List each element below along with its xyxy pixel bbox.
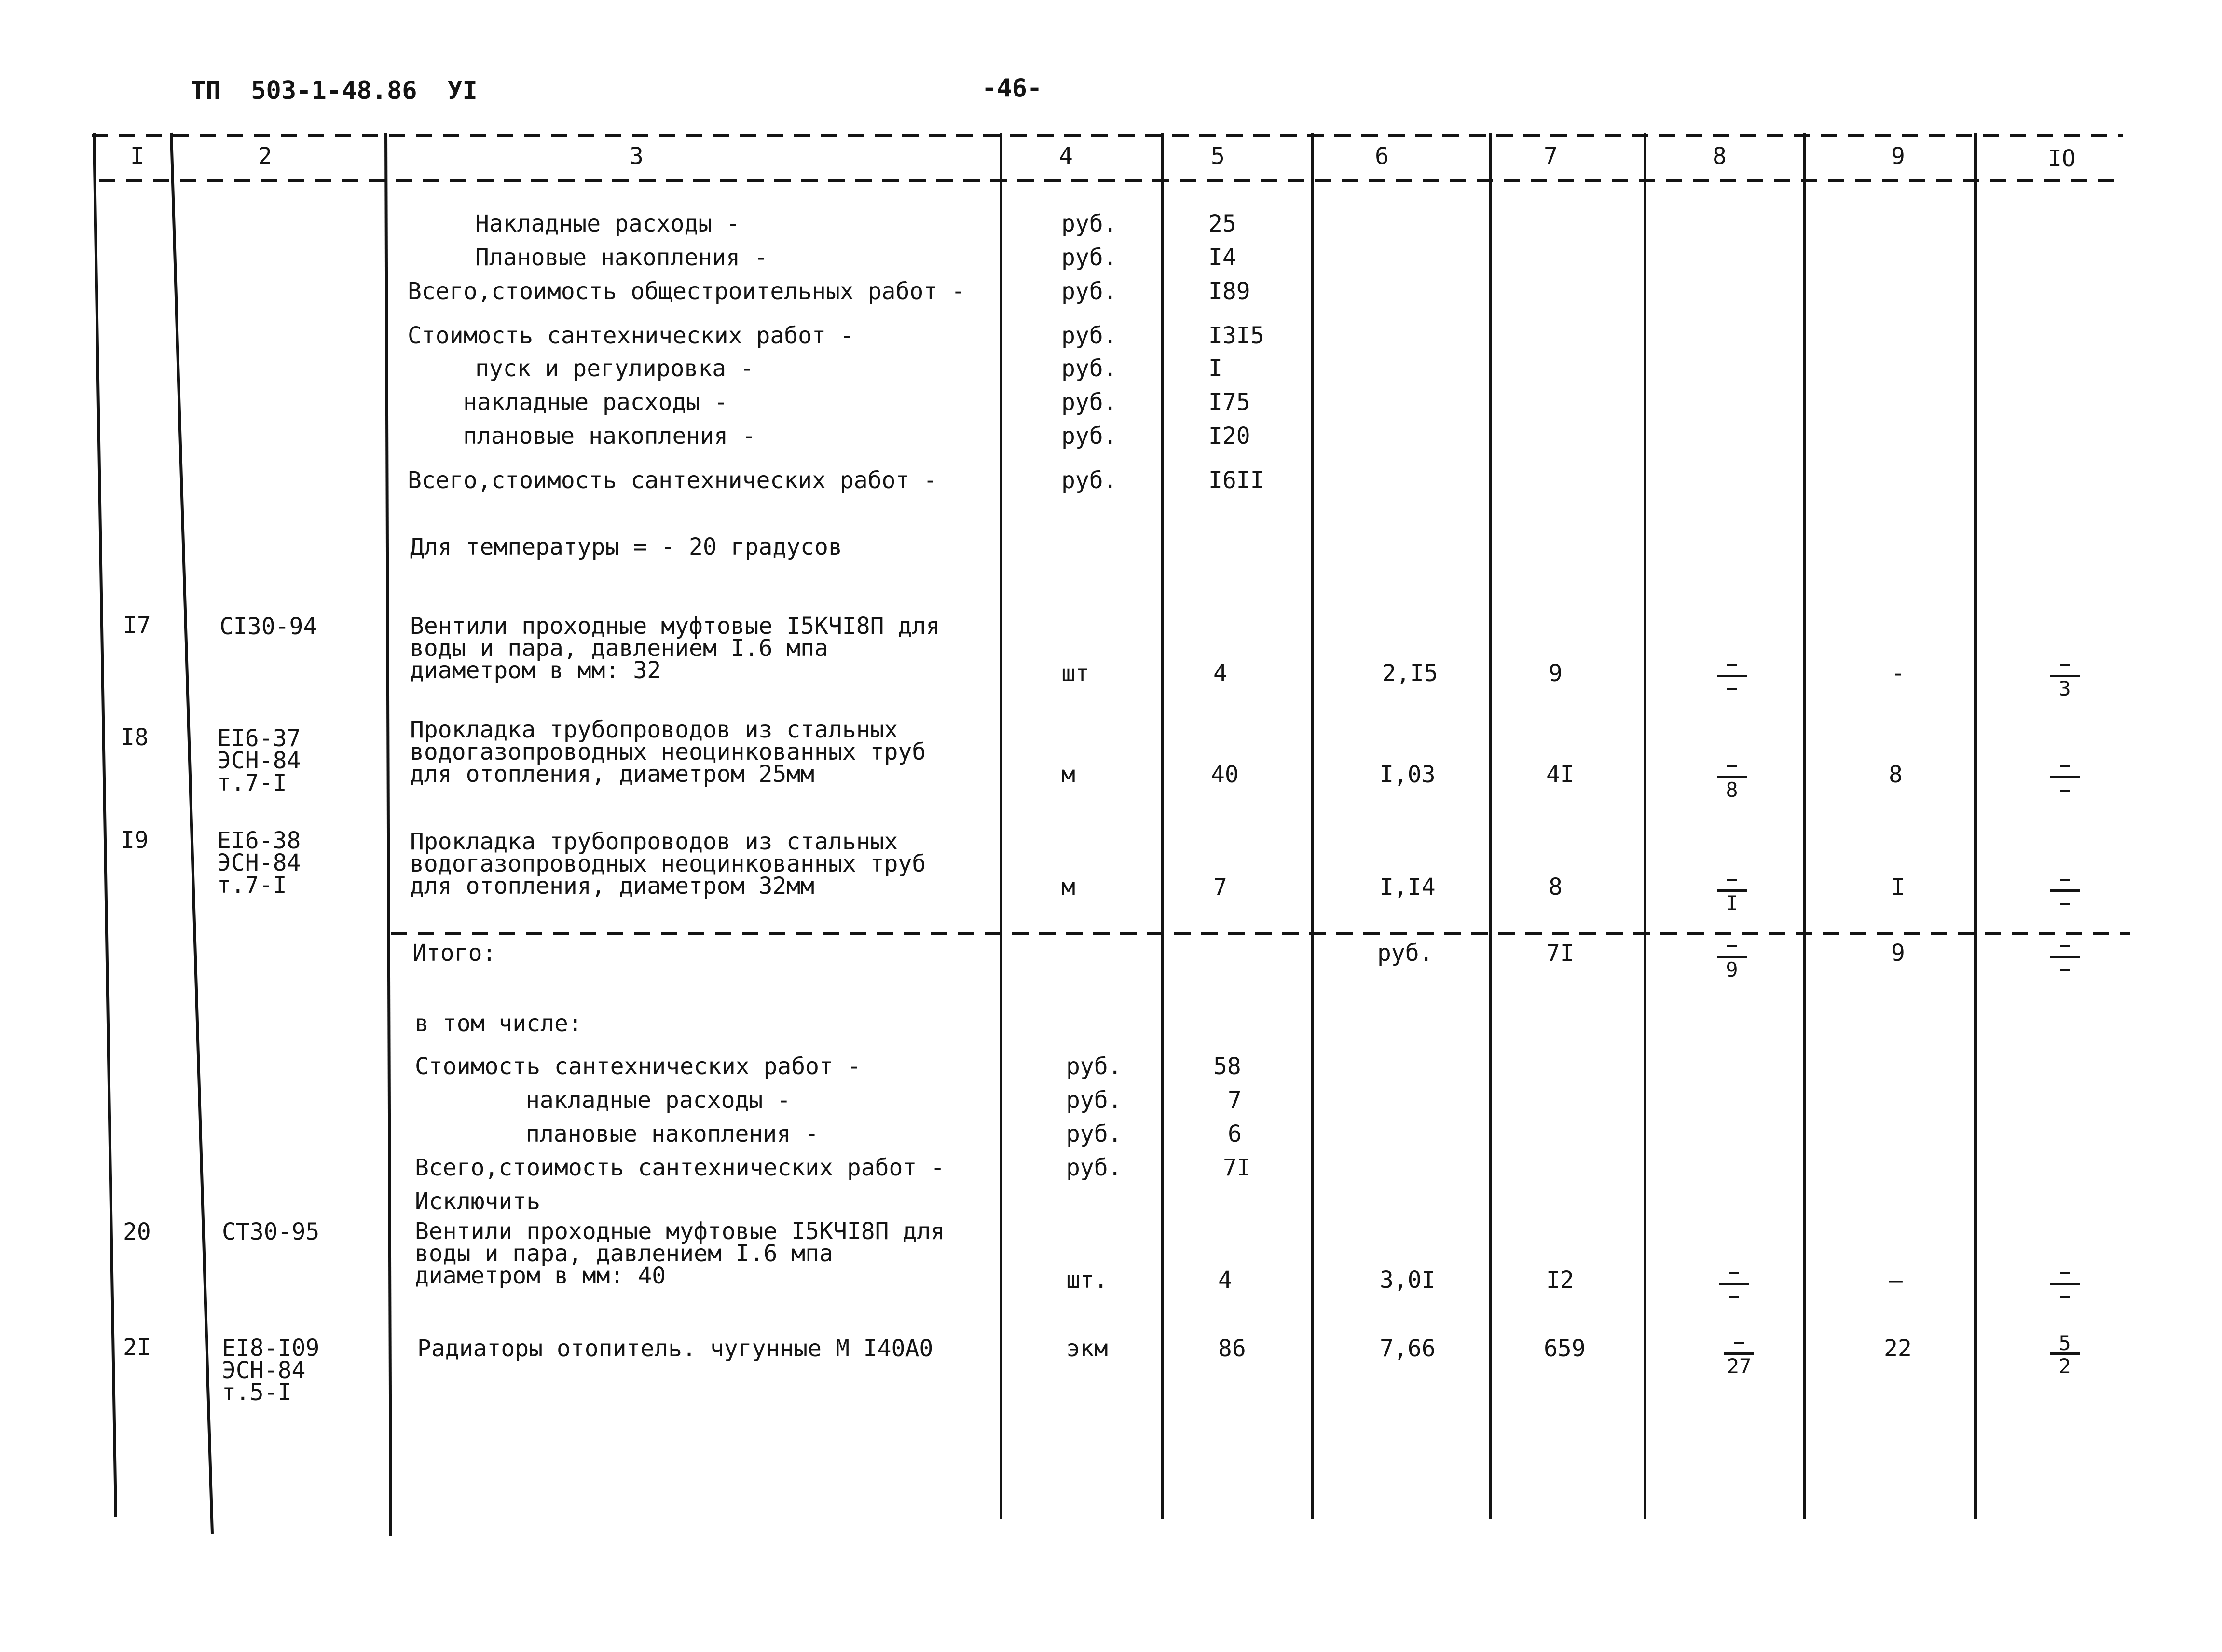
itogo-line-text: Стоимость сантехнических работ - <box>415 1053 861 1080</box>
row-description-line: водогазопроводных неоцинкованных труб <box>410 738 926 765</box>
row-description-line: Вентили проходные муфтовые I5КЧI8П для <box>415 1218 945 1245</box>
dash-mark <box>2060 664 2070 666</box>
dash-mark <box>1727 765 1737 767</box>
summary-unit: руб. <box>1061 210 1117 237</box>
summary-text: пуск и регулировка - <box>475 355 754 382</box>
row-code-line: ЕI6-37 <box>217 725 301 752</box>
summary-text: Стоимость сантехнических работ - <box>408 322 854 349</box>
column-line-3 <box>386 133 391 1536</box>
col8-denominator: 27 <box>1727 1354 1752 1378</box>
column-header-3: 3 <box>630 143 644 170</box>
summary-unit: руб. <box>1061 467 1117 494</box>
column-header-7: 7 <box>1544 143 1558 170</box>
col8-fraction <box>1715 868 1749 915</box>
row-code-line: ЕI8-I09 <box>222 1335 320 1362</box>
summary-value: I75 <box>1208 389 1250 416</box>
row-total: 8 <box>1549 874 1563 901</box>
row-code-line: СТ30-95 <box>222 1218 320 1245</box>
summary-text: Всего,стоимость общестроительных работ - <box>408 278 965 305</box>
row-col9: 22 <box>1884 1335 1912 1362</box>
row-description-line: воды и пара, давлением I.6 мпа <box>410 635 828 662</box>
summary-value: I3I5 <box>1208 322 1264 349</box>
row-total: 9 <box>1549 660 1563 687</box>
dash-mark <box>1727 664 1737 666</box>
itogo-line-unit: руб. <box>1066 1120 1122 1147</box>
summary-value: 25 <box>1208 210 1236 237</box>
col10-fraction <box>2048 1261 2082 1305</box>
itogo-line-value: 6 <box>1228 1120 1242 1147</box>
col8-denominator: 9 <box>1726 958 1738 982</box>
row-unit: экм <box>1066 1335 1108 1362</box>
summary-value: I89 <box>1208 278 1250 305</box>
row-code-line: ЭСН-84 <box>217 849 301 876</box>
column-line-1 <box>94 133 116 1517</box>
dash-mark <box>2060 969 2070 971</box>
col8-fraction <box>1715 755 1749 802</box>
itogo-line-value: 58 <box>1213 1053 1241 1080</box>
exclude-label: Исключить <box>415 1188 541 1215</box>
summary-value: I20 <box>1208 423 1250 450</box>
col10-fraction <box>2048 654 2082 700</box>
row-total: I2 <box>1546 1267 1574 1294</box>
itogo-line-value: 7 <box>1228 1087 1242 1114</box>
dash-mark <box>2060 1296 2070 1298</box>
row-description-line: для отопления, диаметром 25мм <box>410 761 815 788</box>
column-header-5: 5 <box>1211 143 1225 170</box>
row-code-line: т.5-I <box>222 1379 292 1406</box>
row-col9: 8 <box>1889 761 1903 788</box>
row-number: I8 <box>121 724 149 751</box>
row-number: 2I <box>123 1334 151 1361</box>
column-header-10: IO <box>2048 145 2076 172</box>
row-number: 20 <box>123 1218 151 1245</box>
itogo-line-unit: руб. <box>1066 1087 1122 1114</box>
row-quantity: 7 <box>1213 874 1227 901</box>
row-number: I7 <box>123 612 151 639</box>
row-description-line: водогазопроводных неоцинкованных труб <box>410 850 926 877</box>
dash-mark <box>2060 1272 2070 1274</box>
column-header-8: 8 <box>1713 143 1727 170</box>
row-quantity: 86 <box>1218 1335 1246 1362</box>
dash-mark <box>1729 1296 1739 1298</box>
row-unit: м <box>1061 761 1075 788</box>
summary-unit: руб. <box>1061 244 1117 271</box>
summary-text: накладные расходы - <box>463 389 728 416</box>
row-description-line: Радиаторы отопитель. чугунные М I40А0 <box>417 1335 933 1362</box>
column-header-4: 4 <box>1059 143 1073 170</box>
row-total: 659 <box>1544 1335 1586 1362</box>
page-number: -46- <box>982 74 1042 103</box>
row-description-line: для отопления, диаметром 32мм <box>410 873 815 900</box>
itogo-line-value: 7I <box>1223 1154 1251 1181</box>
itogo-line-text: накладные расходы - <box>526 1087 791 1114</box>
temperature-note: Для температуры = - 20 градусов <box>410 533 842 560</box>
row-description-line: Прокладка трубопроводов из стальных <box>410 716 898 743</box>
itogo-line-text: Всего,стоимость сантехнических работ - <box>415 1154 945 1181</box>
column-header-1: I <box>130 143 144 170</box>
col10-numerator: 5 <box>2058 1331 2071 1355</box>
col8-fraction <box>1722 1331 1756 1378</box>
summary-unit: руб. <box>1061 355 1117 382</box>
col8-fraction <box>1715 654 1749 697</box>
column-line-2 <box>171 133 212 1534</box>
col10-denominator: 3 <box>2058 677 2071 700</box>
dash-mark <box>1734 1342 1744 1344</box>
itogo-total: 7I <box>1546 940 1574 967</box>
itogo-label: Итого: <box>412 940 496 967</box>
column-header-6: 6 <box>1375 143 1389 170</box>
dash-mark <box>1727 879 1737 881</box>
col8-fraction <box>1717 1261 1751 1305</box>
row-quantity: 4 <box>1218 1267 1232 1294</box>
row-description-line: диаметром в мм: 32 <box>410 657 661 684</box>
col10-fraction <box>2048 935 2082 978</box>
row-unit: шт <box>1061 660 1089 687</box>
itogo-unit: руб. <box>1377 940 1433 967</box>
row-description-line: диаметром в мм: 40 <box>415 1262 666 1289</box>
row-description-line: Прокладка трубопроводов из стальных <box>410 828 898 855</box>
column-header-9: 9 <box>1891 143 1905 170</box>
row-code-line: ЭСН-84 <box>222 1357 306 1384</box>
summary-unit: руб. <box>1061 322 1117 349</box>
row-quantity: 4 <box>1213 660 1227 687</box>
col8-fraction <box>1715 935 1749 982</box>
summary-value: I4 <box>1208 244 1236 271</box>
dash-mark <box>2060 879 2070 881</box>
column-header-2: 2 <box>258 143 272 170</box>
row-col9: — <box>1889 1267 1903 1294</box>
dash-mark <box>2060 945 2070 947</box>
row-col9: I <box>1891 874 1905 901</box>
itogo-line-unit: руб. <box>1066 1154 1122 1181</box>
row-number: I9 <box>121 827 149 854</box>
summary-unit: руб. <box>1061 278 1117 305</box>
row-description-line: Вентили проходные муфтовые I5КЧI8П для <box>410 613 940 640</box>
summary-value: I6II <box>1208 467 1264 494</box>
col10-fraction <box>2048 868 2082 912</box>
summary-value: I <box>1208 355 1222 382</box>
row-unit: шт. <box>1066 1267 1108 1294</box>
summary-unit: руб. <box>1061 389 1117 416</box>
dash-mark <box>2060 903 2070 905</box>
col10-fraction <box>2048 1331 2082 1378</box>
col10-denominator: 2 <box>2058 1354 2071 1378</box>
row-code-line: ЕI6-38 <box>217 827 301 854</box>
col8-denominator: 8 <box>1726 778 1738 802</box>
document-code: ТП 503-1-48.86 УI <box>191 76 478 105</box>
dash-mark <box>1729 1272 1739 1274</box>
col10-fraction <box>2048 755 2082 798</box>
including-label: в том числе: <box>415 1010 582 1037</box>
dash-mark <box>1727 688 1737 690</box>
itogo-line-text: плановые накопления - <box>526 1120 819 1147</box>
row-code-line: т.7-I <box>217 872 287 899</box>
row-price: I,03 <box>1380 761 1436 788</box>
row-code-line: СI30-94 <box>219 613 317 640</box>
row-price: I,I4 <box>1380 874 1436 901</box>
dash-mark <box>2060 765 2070 767</box>
col8-denominator: I <box>1726 891 1738 915</box>
row-price: 2,I5 <box>1382 660 1438 687</box>
row-price: 3,0I <box>1380 1267 1436 1294</box>
row-col9: - <box>1891 660 1905 687</box>
dash-mark <box>2060 790 2070 792</box>
summary-text: Всего,стоимость сантехнических работ - <box>408 467 938 494</box>
row-price: 7,66 <box>1380 1335 1436 1362</box>
summary-text: Накладные расходы - <box>475 210 741 237</box>
dash-mark <box>1727 945 1737 947</box>
row-code-line: т.7-I <box>217 769 287 796</box>
row-description-line: воды и пара, давлением I.6 мпа <box>415 1240 833 1267</box>
summary-text: Плановые накопления - <box>475 244 768 271</box>
row-unit: м <box>1061 874 1075 901</box>
row-quantity: 40 <box>1211 761 1239 788</box>
itogo-col9: 9 <box>1891 940 1905 967</box>
row-code-line: ЭСН-84 <box>217 747 301 774</box>
summary-text: плановые накопления - <box>463 423 756 450</box>
summary-unit: руб. <box>1061 423 1117 450</box>
itogo-line-unit: руб. <box>1066 1053 1122 1080</box>
row-total: 4I <box>1546 761 1574 788</box>
